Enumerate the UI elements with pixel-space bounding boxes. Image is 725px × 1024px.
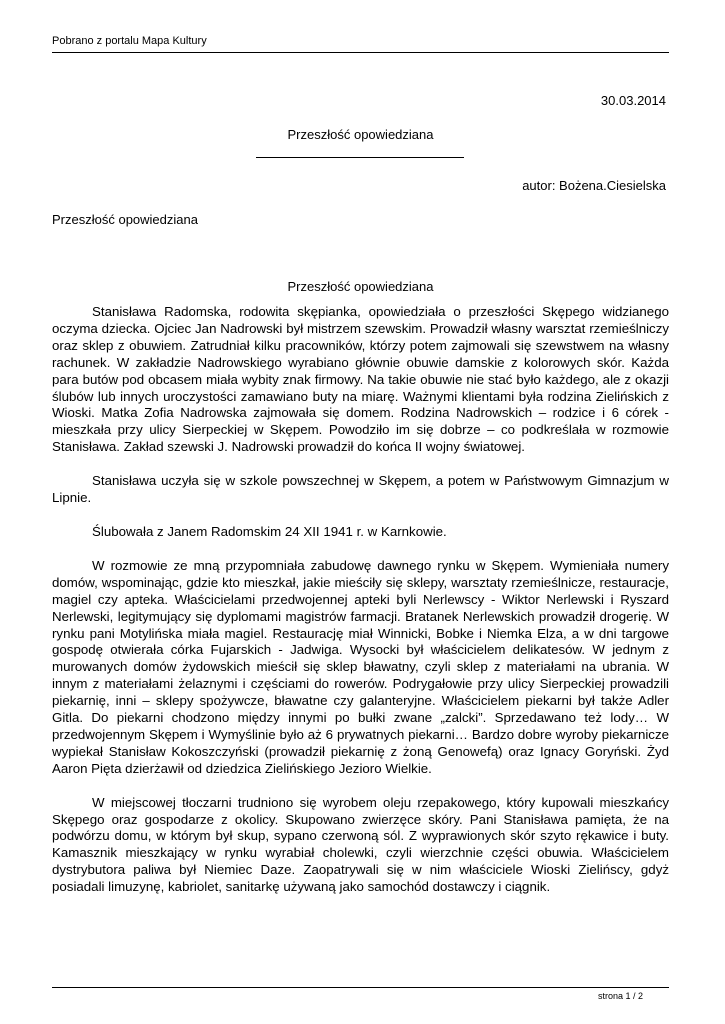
article-body bbox=[52, 304, 669, 913]
title-underline bbox=[256, 157, 464, 158]
document-author: autor: Bożena.Ciesielska bbox=[522, 178, 666, 193]
header-divider bbox=[52, 52, 669, 53]
paragraph-1: Stanisława Radomska, rodowita skępianka, opowiedziała o przeszłości Skępego widzianego oczyma dziecka. Ojciec Jan Nadrowski był mistrzem szewskim. Prowadził własny warsztat rzemieślniczy oraz sklep z obuwiem. Zatrudniał kilku pracowników, którzy potem zajmowali się szewstwem na własny rachunek. W zakładzie Nadrowskiego wyrabiano głównie obuwie damskie z kolorowych skór. Każda para butów pod obcasem miała wybity znak firmowy. Na takie obuwie nie stać było każdego, ale z okazji ślubów lub innych uroczystości zamawiano buty na miarę. Ważnymi klientami była rodzina Zielińskich z Wioski. Matka Zofia Nadrowska zajmowała się domem. Rodzina Nadrowskich – rodzice i 6 córek - mieszkała przy ulicy Sierpeckiej w Skępem. Powodziło im się dobrze – co podkreślała w rozmowie Stanisława. Zakład szewski J. Nadrowski prowadził do końca II wojny światowej. bbox=[52, 304, 669, 455]
footer-divider bbox=[52, 987, 669, 988]
page-number: strona 1 / 2 bbox=[597, 991, 643, 1001]
section-heading: Przeszłość opowiedziana bbox=[52, 212, 198, 227]
content-title: Przeszłość opowiedziana bbox=[287, 279, 434, 294]
paragraph-4: W rozmowie ze mną przypomniała zabudowę dawnego rynku w Skępem. Wymieniała numery domów, wspominając, gdzie kto mieszkał, jakie mieściły się sklepy, warsztaty rzemieślnicze, restauracje, magiel czy apteka. Właścicielami przedwojennej apteki byli Nerlewscy - Wiktor Nerlewski i Ryszard Nerlewski, legitymujący się dyplomami magistrów farmacji. Bratanek Nerlewskich prowadził drogerię. W rynku pani Motylińska miała magiel. Restaurację miał Winnicki, Bobke i Niemka Elza, a w dni targowe gospodę otwierała córka Fujarskich - Jadwiga. Wysocki był właścicielem delikatesów. W jednym z murowanych domów żydowskich mieścił się sklep bławatny, czyli sklep z materiałami na ubrania. W innym z materiałami żelaznymi i częściami do rowerów. Podrygałowie przy ulicy Sierpeckiej prowadzili piekarnię, inni – sklepy spożywcze, bławatne czy galanteryjne. Właścicielem piekarni był także Adler Gitla. Do piekarni chodzono między innymi po bułki zwane „zalcki”. Sprzedawano też lody… W przedwojennym Skępem i Wymyślinie było aż 6 prywatnych piekarni… Bardzo dobre wyroby piekarnicze wypiekał Stanisław Kokoszczyński (prowadził piekarnię z żoną Genowefą) oraz Ignacy Goryński. Żyd Aaron Pięta dzierżawił od dziedzica Zielińskiego Jezioro Wielkie. bbox=[52, 557, 669, 776]
document-title: Przeszłość opowiedziana bbox=[287, 127, 434, 142]
document-date: 30.03.2014 bbox=[600, 93, 666, 108]
paragraph-5: W miejscowej tłoczarni trudniono się wyrobem oleju rzepakowego, który kupowali mieszkańcy Skępego oraz gospodarze z okolicy. Skupowano zwierzęce skóry. Pani Stanisława pamięta, że na podwórzu domu, w którym był skup, sypano czerwoną sól. Z wyprawionych skór szyto rękawice i buty. Kamasznik mieszkający w rynku wyrabiał cholewki, czyli wierzchnie części obuwia. Właścicielem dystrybutora paliwa był Niemiec Daze. Zaopatrywali się w nim właściciele Wioski Zielińscy, gdyż posiadali limuzynę, kabriolet, sanitarkę używaną jako samochód dostawczy i ciągnik. bbox=[52, 794, 669, 895]
paragraph-3: Ślubowała z Janem Radomskim 24 XII 1941 r. w Karnkowie. bbox=[92, 523, 447, 539]
paragraph-2: Stanisława uczyła się w szkole powszechnej w Skępem, a potem w Państwowym Gimnazjum w Lipnie. bbox=[52, 473, 669, 506]
source-header: Pobrano z portalu Mapa Kultury bbox=[52, 35, 207, 47]
